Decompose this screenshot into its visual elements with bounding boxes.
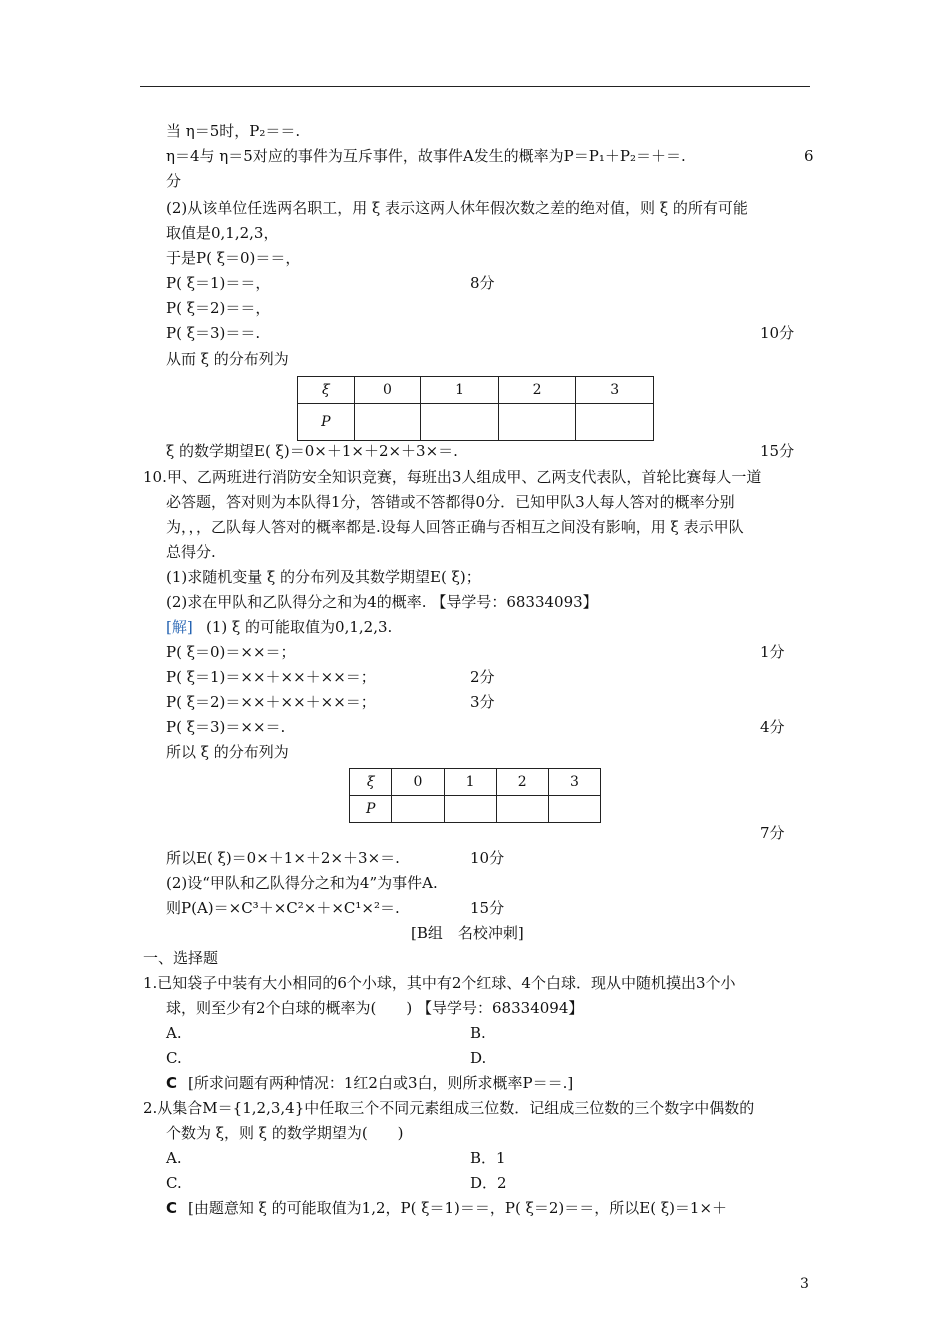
question-10-line: (2)求在甲队和乙队得分之和为4的概率. 【导学号：68334093】 xyxy=(166,593,598,611)
solution-line: P( ξ＝2)＝××＋××＋××＝； xyxy=(166,693,376,711)
answer-letter: C xyxy=(166,1199,178,1217)
question-1-line: 1.已知袋子中装有大小相同的6个小球，其中有2个红球、4个白球．现从中随机摸出3个小 xyxy=(143,974,736,992)
score-label: 7分 xyxy=(760,824,785,842)
solution-line: P( ξ＝3)＝××＝. xyxy=(166,718,286,736)
question-10-line: 10.甲、乙两班进行消防安全知识竞赛，每班出3人组成甲、乙两支代表队，首轮比赛每人一道 xyxy=(143,468,762,486)
table-cell: 3 xyxy=(548,769,600,796)
answer-explanation: [由题意知 ξ 的可能取值为1,2，P( ξ＝1)＝＝，P( ξ＝2)＝＝，所以E( ξ)＝1×＋ xyxy=(188,1199,728,1217)
table-cell: 2 xyxy=(496,769,548,796)
question-10-line: (1)求随机变量 ξ 的分布列及其数学期望E( ξ)； xyxy=(166,568,481,586)
score-label: 2分 xyxy=(470,668,495,686)
solution-line: 所以 ξ 的分布列为 xyxy=(166,743,289,761)
solution-line: P( ξ＝0)＝××＝； xyxy=(166,643,296,661)
distribution-table-2 xyxy=(349,768,601,823)
text-line: 于是P( ξ＝0)＝＝， xyxy=(166,249,301,267)
option-d: D．2 xyxy=(470,1174,507,1192)
text-line: P( ξ＝2)＝＝， xyxy=(166,299,271,317)
option-a: A. xyxy=(166,1024,182,1042)
table-cell xyxy=(498,404,576,441)
option-b: B. xyxy=(470,1024,486,1042)
score-label: 15分 xyxy=(470,899,505,917)
option-c: C. xyxy=(166,1049,182,1067)
section-heading: [B组 名校冲刺] xyxy=(411,924,524,942)
score-label: 6 xyxy=(804,147,814,165)
answer-explanation: [所求问题有两种情况：1红2白或3白，则所求概率P＝＝.] xyxy=(188,1074,574,1092)
table-cell: 2 xyxy=(498,377,576,404)
option-b: B．1 xyxy=(470,1149,506,1167)
table-cell xyxy=(444,796,496,823)
text-line: 从而 ξ 的分布列为 xyxy=(166,350,289,368)
text-line: (2)从该单位任选两名职工，用 ξ 表示这两人休年假次数之差的绝对值，则 ξ 的所有可能 xyxy=(166,199,748,217)
table-cell: 0 xyxy=(354,377,421,404)
option-c: C. xyxy=(166,1174,182,1192)
text-line: 当 η＝5时，P₂＝＝. xyxy=(166,122,301,140)
score-label: 4分 xyxy=(760,718,785,736)
table-cell xyxy=(392,796,444,823)
solution-line: (1) ξ 的可能取值为0,1,2,3. xyxy=(206,618,393,636)
text-line: P( ξ＝3)＝＝. xyxy=(166,324,261,342)
score-label: 15分 xyxy=(760,442,795,460)
question-1-line: 球，则至少有2个白球的概率为( ) 【导学号：68334094】 xyxy=(166,999,584,1017)
solution-line: 则P(A)＝×C³＋×C²×＋×C¹×²＝. xyxy=(166,899,400,917)
question-10-line: 总得分. xyxy=(166,543,216,561)
table-cell xyxy=(576,404,654,441)
score-label: 10分 xyxy=(760,324,795,342)
solution-line: 所以E( ξ)＝0×＋1×＋2×＋3×＝. xyxy=(166,849,400,867)
question-10-line: 为，，，乙队每人答对的概率都是.设每人回答正确与否相互之间没有影响，用 ξ 表示甲队 xyxy=(166,518,744,536)
score-label: 1分 xyxy=(760,643,785,661)
distribution-table-1 xyxy=(297,376,654,441)
table-cell xyxy=(548,796,600,823)
question-2-line: 个数为 ξ，则 ξ 的数学期望为( ) xyxy=(166,1124,404,1142)
table-cell: P xyxy=(350,796,392,823)
solution-line: P( ξ＝1)＝××＋××＋××＝； xyxy=(166,668,376,686)
table-cell xyxy=(421,404,499,441)
section-heading: 一、选择题 xyxy=(143,949,219,967)
table-cell: P xyxy=(298,404,355,441)
table-cell: 0 xyxy=(392,769,444,796)
table-cell: 3 xyxy=(576,377,654,404)
question-2-line: 2.从集合M＝{1,2,3,4}中任取三个不同元素组成三位数．记组成三位数的三个数字中偶数的 xyxy=(143,1099,755,1117)
solution-tag: [解] xyxy=(166,618,193,636)
page-number: 3 xyxy=(800,1276,809,1292)
question-10-line: 必答题，答对则为本队得1分，答错或不答都得0分．已知甲队3人每人答对的概率分别 xyxy=(166,493,735,511)
table-cell xyxy=(496,796,548,823)
text-line: η＝4与 η＝5对应的事件为互斥事件，故事件A发生的概率为P＝P₁＋P₂＝＋＝. xyxy=(166,147,686,165)
solution-line: (2)设“甲队和乙队得分之和为4”为事件A. xyxy=(166,874,438,892)
text-line: 取值是0,1,2,3， xyxy=(166,224,279,242)
score-label: 3分 xyxy=(470,693,495,711)
option-a: A. xyxy=(166,1149,182,1167)
option-d: D. xyxy=(470,1049,487,1067)
header-rule xyxy=(140,86,810,87)
text-line: P( ξ＝1)＝＝， xyxy=(166,274,271,292)
table-cell xyxy=(354,404,421,441)
text-line: 分 xyxy=(166,172,182,190)
table-cell: 1 xyxy=(421,377,499,404)
answer-letter: C xyxy=(166,1074,178,1092)
score-label: 10分 xyxy=(470,849,505,867)
table-cell: 1 xyxy=(444,769,496,796)
table-cell: ξ xyxy=(350,769,392,796)
table-cell: ξ xyxy=(298,377,355,404)
text-line: ξ 的数学期望E( ξ)＝0×＋1×＋2×＋3×＝. xyxy=(166,442,458,460)
score-label: 8分 xyxy=(470,274,495,292)
